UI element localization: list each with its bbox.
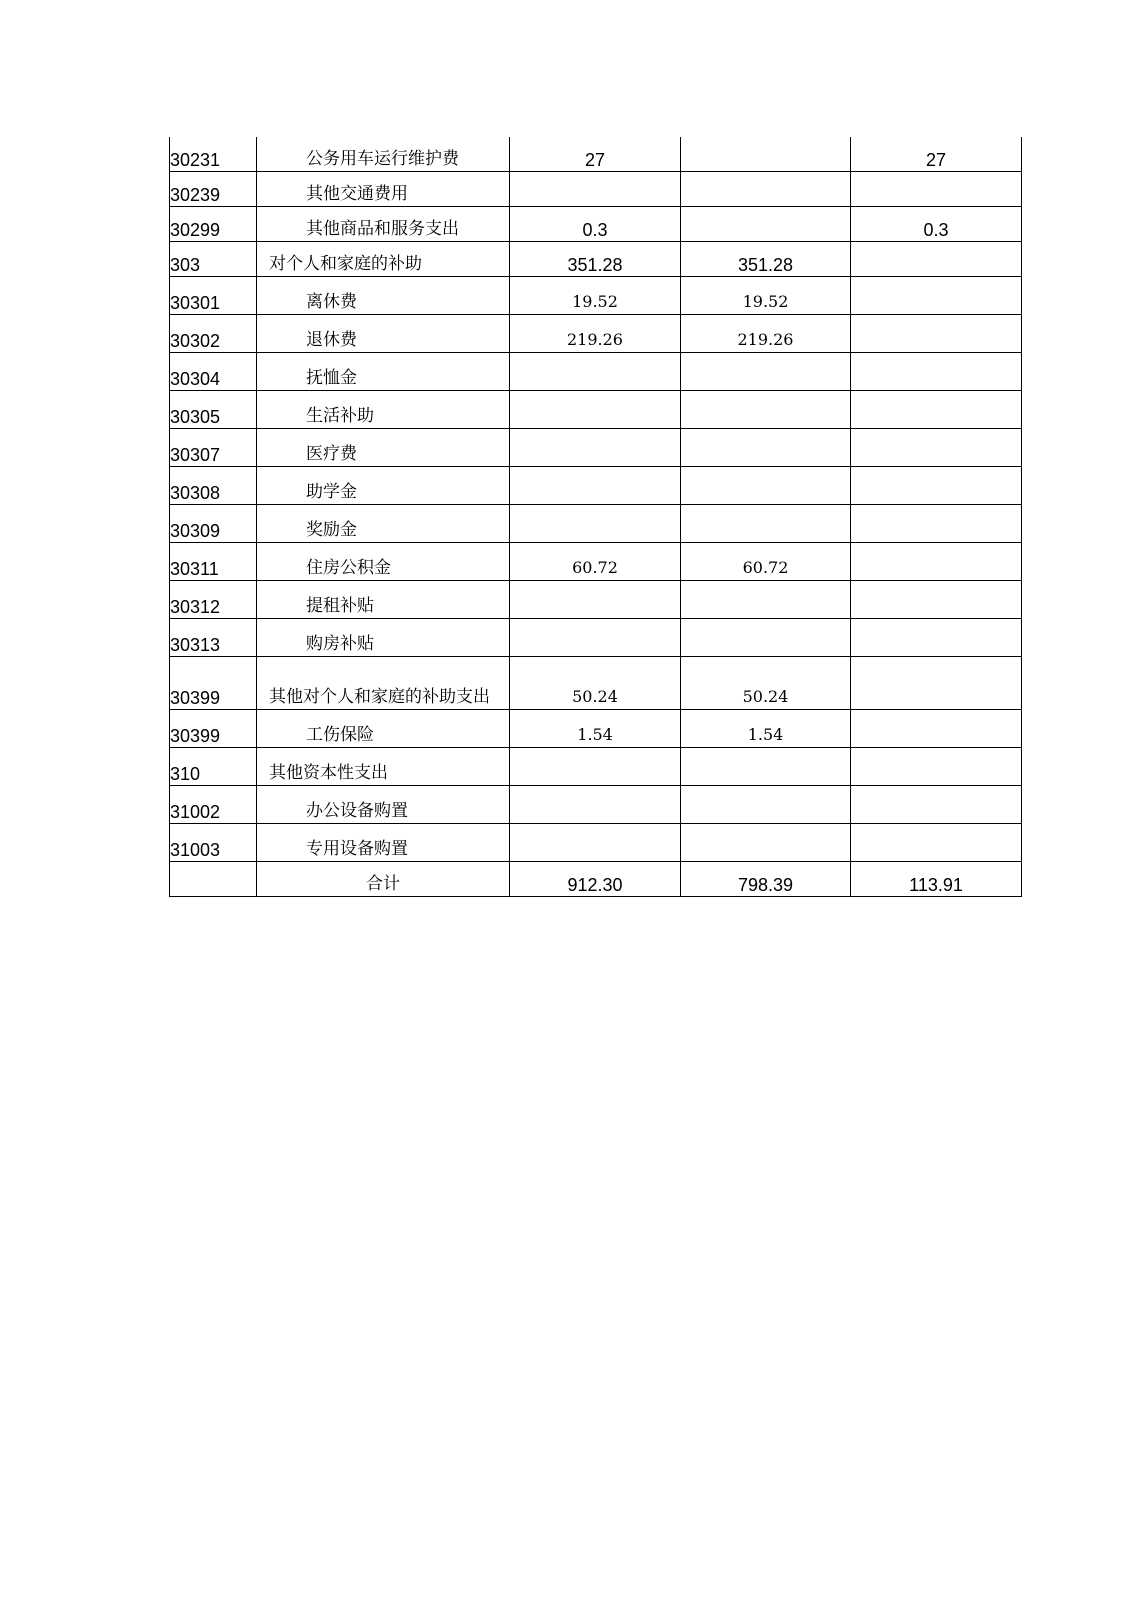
row-project (851, 710, 1022, 748)
row-total: 1.54 (510, 710, 681, 748)
row-basic (681, 391, 851, 429)
row-code: 30231 (170, 137, 257, 172)
total-project: 113.91 (851, 862, 1022, 897)
row-basic: 219.26 (681, 315, 851, 353)
row-code: 30239 (170, 172, 257, 207)
row-total: 19.52 (510, 277, 681, 315)
row-basic: 351.28 (681, 242, 851, 277)
total-code (170, 862, 257, 897)
total-total: 912.30 (510, 862, 681, 897)
row-basic (681, 467, 851, 505)
table-row (170, 657, 1022, 710)
table-row (170, 505, 1022, 543)
row-total (510, 619, 681, 657)
row-code: 30302 (170, 315, 257, 353)
row-name: 助学金 (257, 467, 510, 505)
row-total: 60.72 (510, 543, 681, 581)
row-basic (681, 505, 851, 543)
row-basic (681, 353, 851, 391)
row-code: 30311 (170, 543, 257, 581)
row-code: 30301 (170, 277, 257, 315)
table-row (170, 391, 1022, 429)
row-total (510, 581, 681, 619)
table-row (170, 467, 1022, 505)
row-total (510, 824, 681, 862)
table-row (170, 277, 1022, 315)
row-basic (681, 581, 851, 619)
table-row (170, 581, 1022, 619)
table-row (170, 748, 1022, 786)
row-project (851, 391, 1022, 429)
row-total (510, 172, 681, 207)
row-name: 专用设备购置 (257, 824, 510, 862)
row-project (851, 277, 1022, 315)
row-basic (681, 172, 851, 207)
row-total (510, 467, 681, 505)
row-basic (681, 207, 851, 242)
table-row (170, 353, 1022, 391)
table-row (170, 429, 1022, 467)
table-row (170, 543, 1022, 581)
table-row (170, 786, 1022, 824)
row-total: 50.24 (510, 657, 681, 710)
row-total (510, 429, 681, 467)
table-row (170, 824, 1022, 862)
row-name: 其他资本性支出 (257, 748, 510, 786)
row-basic: 60.72 (681, 543, 851, 581)
table-row (170, 619, 1022, 657)
total-label: 合计 (257, 862, 510, 897)
row-name: 办公设备购置 (257, 786, 510, 824)
row-project: 27 (851, 137, 1022, 172)
row-project (851, 786, 1022, 824)
table-row (170, 710, 1022, 748)
row-project (851, 619, 1022, 657)
table-row (170, 207, 1022, 242)
row-name: 对个人和家庭的补助 (257, 242, 510, 277)
row-project (851, 657, 1022, 710)
row-total (510, 505, 681, 543)
row-project (851, 748, 1022, 786)
row-name: 生活补助 (257, 391, 510, 429)
row-total (510, 748, 681, 786)
row-basic: 50.24 (681, 657, 851, 710)
table-row (170, 137, 1022, 172)
row-basic (681, 619, 851, 657)
row-code: 30399 (170, 710, 257, 748)
row-name: 抚恤金 (257, 353, 510, 391)
row-name: 购房补贴 (257, 619, 510, 657)
row-code: 30305 (170, 391, 257, 429)
row-name: 离休费 (257, 277, 510, 315)
row-project: 0.3 (851, 207, 1022, 242)
row-total: 351.28 (510, 242, 681, 277)
row-basic (681, 786, 851, 824)
row-code: 30399 (170, 657, 257, 710)
row-code: 303 (170, 242, 257, 277)
row-basic: 1.54 (681, 710, 851, 748)
row-project (851, 172, 1022, 207)
row-project (851, 315, 1022, 353)
row-code: 30313 (170, 619, 257, 657)
row-name: 其他交通费用 (257, 172, 510, 207)
row-code: 30309 (170, 505, 257, 543)
table-row (170, 242, 1022, 277)
row-basic (681, 748, 851, 786)
row-name: 退休费 (257, 315, 510, 353)
row-project (851, 467, 1022, 505)
row-name: 其他商品和服务支出 (257, 207, 510, 242)
row-name: 其他对个人和家庭的补助支出 (257, 657, 510, 710)
row-code: 30307 (170, 429, 257, 467)
row-project (851, 505, 1022, 543)
row-total: 219.26 (510, 315, 681, 353)
row-basic: 19.52 (681, 277, 851, 315)
expenditure-table (169, 137, 1022, 897)
row-code: 30299 (170, 207, 257, 242)
row-project (851, 429, 1022, 467)
row-code: 31002 (170, 786, 257, 824)
row-basic (681, 429, 851, 467)
row-name: 住房公积金 (257, 543, 510, 581)
row-code: 30308 (170, 467, 257, 505)
row-name: 提租补贴 (257, 581, 510, 619)
row-name: 奖励金 (257, 505, 510, 543)
row-basic (681, 824, 851, 862)
table-total-row (170, 862, 1022, 897)
row-project (851, 581, 1022, 619)
row-code: 31003 (170, 824, 257, 862)
row-name: 公务用车运行维护费 (257, 137, 510, 172)
row-code: 310 (170, 748, 257, 786)
row-project (851, 543, 1022, 581)
row-code: 30312 (170, 581, 257, 619)
row-project (851, 353, 1022, 391)
row-total: 0.3 (510, 207, 681, 242)
total-basic: 798.39 (681, 862, 851, 897)
row-total (510, 391, 681, 429)
row-total: 27 (510, 137, 681, 172)
table-row (170, 172, 1022, 207)
row-total (510, 786, 681, 824)
row-basic (681, 137, 851, 172)
row-code: 30304 (170, 353, 257, 391)
row-project (851, 824, 1022, 862)
row-name: 工伤保险 (257, 710, 510, 748)
row-name: 医疗费 (257, 429, 510, 467)
table-row (170, 315, 1022, 353)
row-project (851, 242, 1022, 277)
row-total (510, 353, 681, 391)
